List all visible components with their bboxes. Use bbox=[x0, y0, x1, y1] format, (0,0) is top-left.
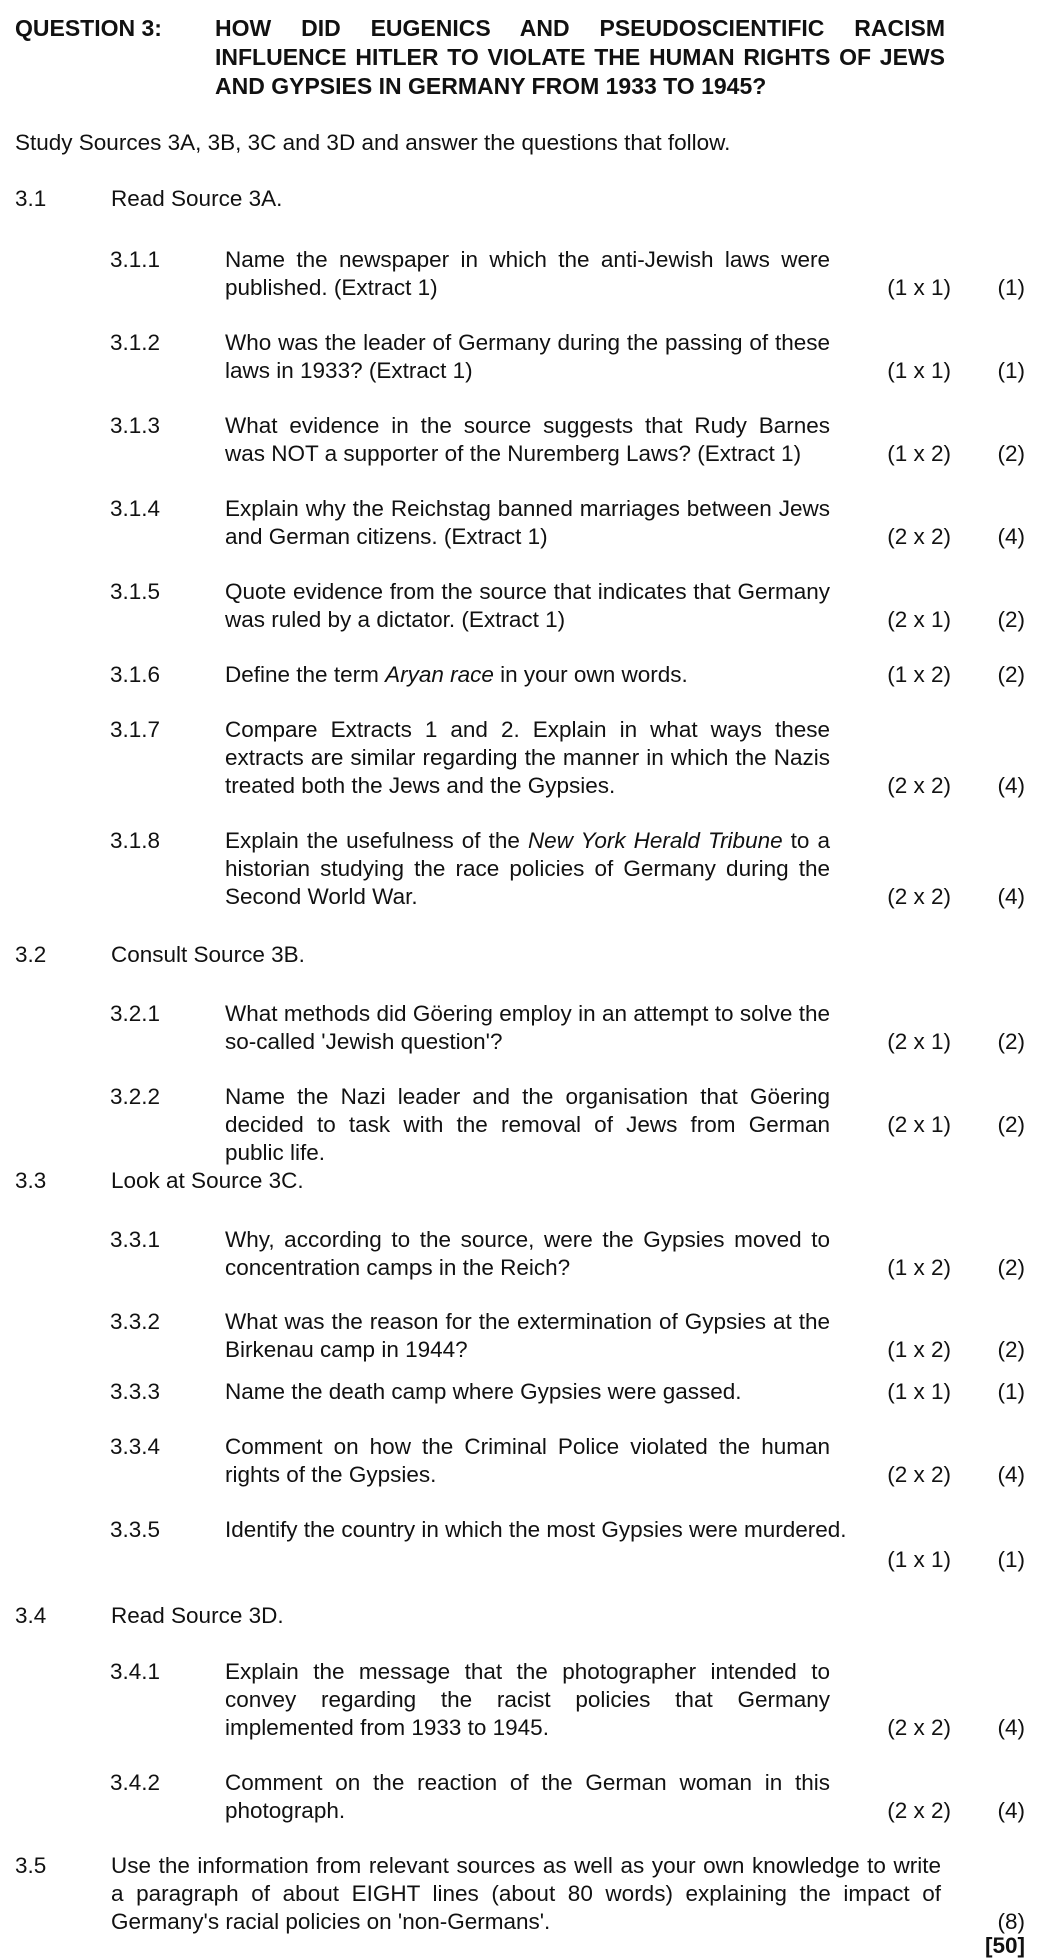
item-number: 3.1.6 bbox=[110, 662, 161, 687]
mark-allocation: (2 x 1) bbox=[887, 1029, 951, 1054]
mark-allocation: (1 x 1) bbox=[887, 358, 951, 383]
item-text-after: in your own words. bbox=[493, 662, 688, 687]
mark-allocation: (2 x 1) bbox=[887, 607, 951, 632]
item-text: Name the newspaper in which the anti-Jewish laws were published. (Extract 1) bbox=[225, 247, 830, 300]
item-number: 3.4.2 bbox=[110, 1770, 161, 1795]
item-text: Comment on how the Criminal Police violated the human rights of the Gypsies. bbox=[225, 1434, 830, 1487]
section-title: Read Source 3D. bbox=[111, 1603, 284, 1628]
item-marks: (4) bbox=[997, 1798, 1025, 1823]
mark-allocation: (2 x 2) bbox=[887, 1715, 951, 1740]
item-text: Name the death camp where Gypsies were gassed. bbox=[225, 1379, 742, 1404]
item-marks: (2) bbox=[997, 1255, 1025, 1280]
item-marks: (4) bbox=[997, 773, 1025, 798]
item-text-italic: New York Herald Tribune bbox=[527, 828, 783, 853]
item-number: 3.2.2 bbox=[110, 1084, 161, 1109]
item-number: 3.1.5 bbox=[110, 579, 161, 604]
item-marks: (1) bbox=[997, 1547, 1025, 1572]
item-marks: (2) bbox=[997, 1029, 1025, 1054]
item-text: Who was the leader of Germany during the passing of these laws in 1933? (Extract 1) bbox=[225, 330, 830, 383]
item-text bbox=[225, 661, 830, 689]
section-number: 3.4 bbox=[15, 1603, 47, 1628]
mark-allocation: (1 x 1) bbox=[887, 275, 951, 300]
item-number: 3.1.7 bbox=[110, 717, 161, 742]
item-text: Quote evidence from the source that indicates that Germany was ruled by a dictator. (Extract 1) bbox=[225, 579, 830, 632]
item-marks: (4) bbox=[997, 1715, 1025, 1740]
mark-allocation: (2 x 2) bbox=[887, 1462, 951, 1487]
item-text: Name the Nazi leader and the organisation that Göering decided to task with the removal of Jews from German public life. bbox=[225, 1084, 830, 1165]
item-marks: (1) bbox=[997, 275, 1025, 300]
item-number: 3.3.4 bbox=[110, 1434, 161, 1459]
item-text-before: Define the term bbox=[225, 662, 386, 687]
total-marks: [50] bbox=[984, 1933, 1025, 1958]
item-number: 3.3.2 bbox=[110, 1309, 161, 1334]
item-number: 3.3.3 bbox=[110, 1379, 161, 1404]
item-text: What methods did Göering employ in an attempt to solve the so-called 'Jewish question'? bbox=[225, 1001, 830, 1054]
item-marks: (2) bbox=[997, 1337, 1025, 1362]
mark-allocation: (1 x 2) bbox=[887, 1255, 951, 1280]
section-title: Look at Source 3C. bbox=[111, 1168, 304, 1193]
item-marks: (2) bbox=[997, 441, 1025, 466]
mark-allocation: (2 x 1) bbox=[887, 1112, 951, 1137]
mark-allocation: (1 x 2) bbox=[887, 441, 951, 466]
mark-allocation: (1 x 2) bbox=[887, 662, 951, 687]
section-title: Consult Source 3B. bbox=[111, 942, 305, 967]
item-text: What evidence in the source suggests that Rudy Barnes was NOT a supporter of the Nuremberg Laws? (Extract 1) bbox=[225, 413, 830, 466]
mark-allocation: (1 x 1) bbox=[887, 1379, 951, 1404]
item-marks: (4) bbox=[997, 1462, 1025, 1487]
section-text: Use the information from relevant sources as well as your own knowledge to write a paragraph of about EIGHT lines (about 80 words) explaining the impact of Germany's racial policies on 'non-Germans'. bbox=[111, 1853, 941, 1934]
item-marks: (2) bbox=[997, 662, 1025, 687]
item-number: 3.1.1 bbox=[110, 247, 161, 272]
item-text-after: to a historian studying the race policies of Germany during the Second World War. bbox=[225, 828, 831, 909]
item-marks: (1) bbox=[997, 358, 1025, 383]
item-text: Explain why the Reichstag banned marriages between Jews and German citizens. (Extract 1) bbox=[225, 496, 830, 549]
item-number: 3.1.8 bbox=[110, 828, 161, 853]
section-title: Read Source 3A. bbox=[111, 186, 283, 211]
item-number: 3.4.1 bbox=[110, 1659, 161, 1684]
mark-allocation: (1 x 1) bbox=[887, 1547, 951, 1572]
item-number: 3.1.3 bbox=[110, 413, 161, 438]
item-text-before: Explain the usefulness of the bbox=[225, 828, 528, 853]
item-number: 3.1.4 bbox=[110, 496, 161, 521]
mark-allocation: (1 x 2) bbox=[887, 1337, 951, 1362]
item-number: 3.3.5 bbox=[110, 1517, 161, 1542]
item-text: What was the reason for the extermination of Gypsies at the Birkenau camp in 1944? bbox=[225, 1309, 830, 1362]
item-text-italic: Aryan race bbox=[385, 662, 494, 687]
item-number: 3.3.1 bbox=[110, 1227, 161, 1252]
item-text bbox=[225, 827, 830, 911]
question-title: HOW DID EUGENICS AND PSEUDOSCIENTIFIC RACISM INFLUENCE HITLER TO VIOLATE THE HUMAN RIGHTS OF JEWS AND GYPSIES IN GERMANY FROM 1933 TO 1945? bbox=[215, 15, 945, 99]
item-marks: (4) bbox=[997, 524, 1025, 549]
item-marks: (1) bbox=[997, 1379, 1025, 1404]
section-number: 3.2 bbox=[15, 942, 47, 967]
instructions: Study Sources 3A, 3B, 3C and 3D and answer the questions that follow. bbox=[15, 130, 731, 155]
item-number: 3.2.1 bbox=[110, 1001, 161, 1026]
item-text: Comment on the reaction of the German woman in this photograph. bbox=[225, 1770, 830, 1823]
question-label: QUESTION 3: bbox=[15, 15, 162, 41]
section-number: 3.3 bbox=[15, 1168, 47, 1193]
item-text: Identify the country in which the most Gypsies were murdered. bbox=[225, 1517, 847, 1542]
item-marks: (2) bbox=[997, 1112, 1025, 1137]
item-text: Why, according to the source, were the Gypsies moved to concentration camps in the Reich? bbox=[225, 1227, 830, 1280]
item-marks: (4) bbox=[997, 884, 1025, 909]
mark-allocation: (2 x 2) bbox=[887, 773, 951, 798]
section-number: 3.5 bbox=[15, 1853, 47, 1878]
item-marks: (2) bbox=[997, 607, 1025, 632]
section-number: 3.1 bbox=[15, 186, 47, 211]
mark-allocation: (2 x 2) bbox=[887, 1798, 951, 1823]
item-number: 3.1.2 bbox=[110, 330, 161, 355]
mark-allocation: (2 x 2) bbox=[887, 884, 951, 909]
section-marks: (8) bbox=[997, 1909, 1025, 1934]
item-text: Explain the message that the photographer intended to convey regarding the racist policies that Germany implemented from 1933 to 1945. bbox=[225, 1659, 830, 1740]
item-text: Compare Extracts 1 and 2. Explain in what ways these extracts are similar regarding the manner in which the Nazis treated both the Jews and the Gypsies. bbox=[225, 717, 830, 798]
mark-allocation: (2 x 2) bbox=[887, 524, 951, 549]
